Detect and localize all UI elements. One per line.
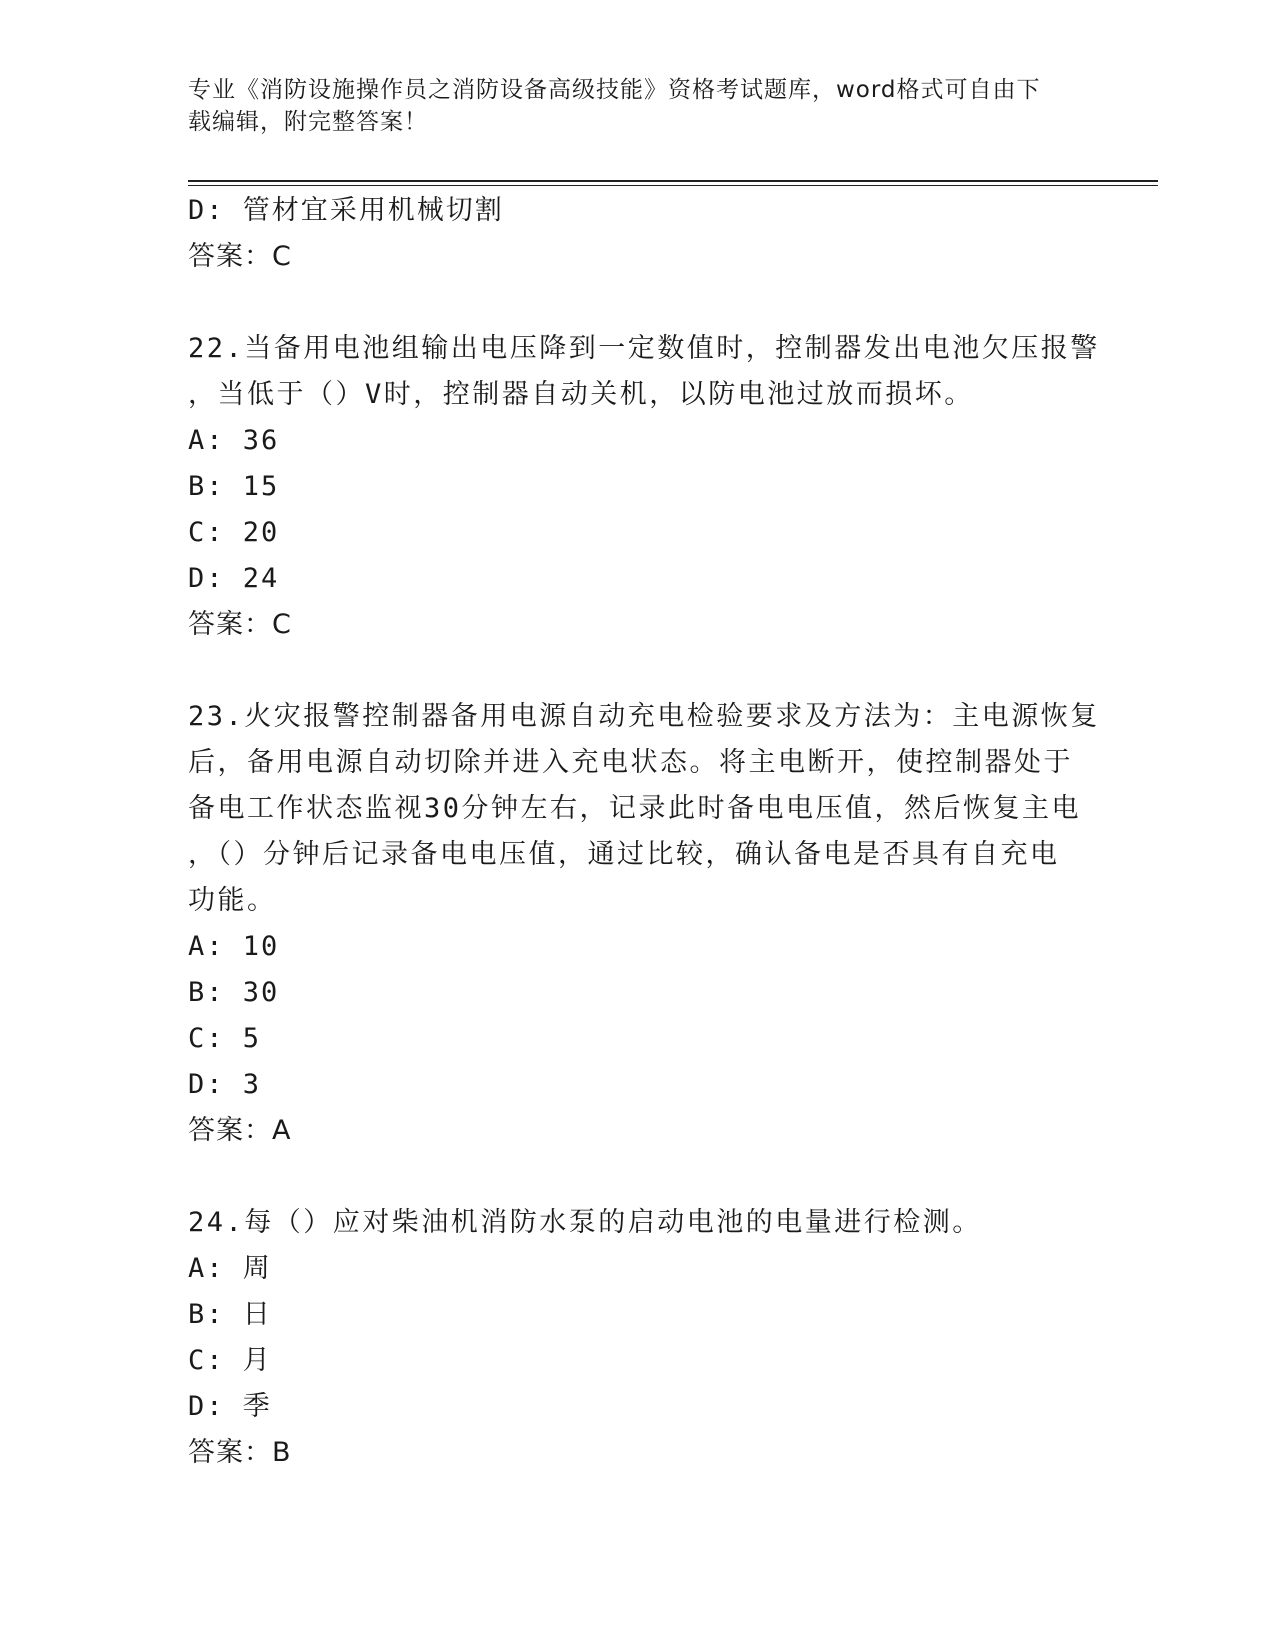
answer: 答案：C: [188, 609, 292, 640]
question-stem-line: 功能。: [188, 885, 277, 916]
document-header: [188, 74, 1088, 138]
option-b: B: 30: [188, 977, 280, 1008]
question-22: [188, 326, 1100, 648]
answer: 答案：B: [188, 1437, 292, 1468]
question-stem-line: 23.火灾报警控制器备用电源自动充电检验要求及方法为：主电源恢复: [188, 701, 1100, 732]
option-b: B: 日: [188, 1299, 272, 1330]
option-a: A: 10: [188, 931, 280, 962]
question-stem-line: 22.当备用电池组输出电压降到一定数值时，控制器发出电池欠压报警: [188, 333, 1100, 364]
question-23: [188, 694, 1100, 1154]
spacer: [188, 1154, 1088, 1200]
header-rule-thin: [188, 185, 1158, 186]
option-c: C: 月: [188, 1345, 272, 1376]
option-d: D: 24: [188, 563, 280, 594]
question-stem-line: ，当低于（）V时，控制器自动关机，以防电池过放而损坏。: [188, 379, 974, 410]
header-rule-thick: [188, 180, 1158, 182]
question-stem-line: 24.每（）应对柴油机消防水泵的启动电池的电量进行检测。: [188, 1207, 982, 1238]
option-c: C: 5: [188, 1023, 262, 1054]
question-stem-line: 后，备用电源自动切除并进入充电状态。将主电断开，使控制器处于: [188, 747, 1073, 778]
option-a: A: 36: [188, 425, 280, 456]
question-stem-line: ，（）分钟后记录备电电压值，通过比较，确认备电是否具有自充电: [188, 839, 1060, 870]
question-content: [188, 188, 1100, 1476]
option-b: B: 15: [188, 471, 280, 502]
prev-answer: 答案：C: [188, 241, 292, 272]
spacer: [188, 280, 1088, 326]
option-c: C: 20: [188, 517, 280, 548]
question-24: [188, 1200, 1088, 1476]
option-a: A: 周: [188, 1253, 272, 1284]
answer: 答案：A: [188, 1115, 292, 1146]
option-d: D: 3: [188, 1069, 262, 1100]
prev-option-d: D: 管材宜采用机械切割: [188, 195, 504, 226]
option-d: D: 季: [188, 1391, 272, 1422]
spacer: [188, 648, 1088, 694]
header-line-2: 载编辑，附完整答案！: [188, 109, 428, 135]
question-stem-line: 备电工作状态监视30分钟左右，记录此时备电电压值，然后恢复主电: [188, 793, 1082, 824]
header-line-1: 专业《消防设施操作员之消防设备高级技能》资格考试题库，word格式可自由下: [188, 77, 1041, 103]
